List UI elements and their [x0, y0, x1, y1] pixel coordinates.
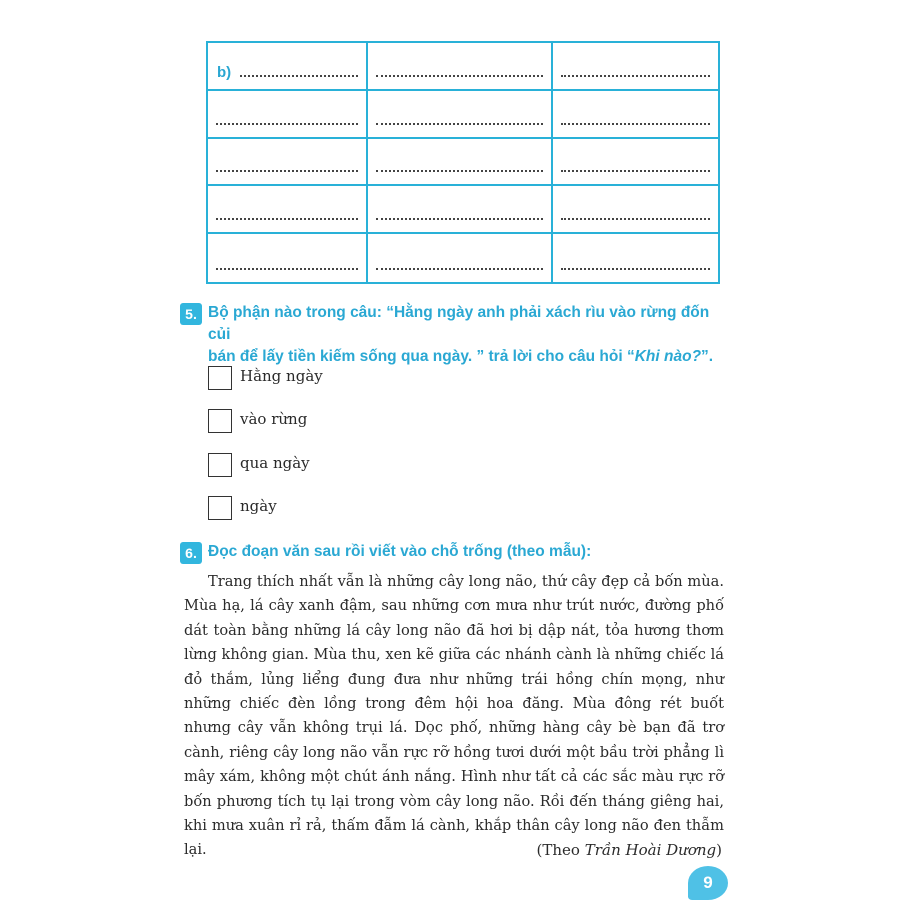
reading-passage	[184, 570, 724, 863]
dotted-line	[216, 170, 358, 172]
dotted-line	[376, 75, 543, 77]
question-5-number: 5.	[180, 303, 202, 325]
table-cell[interactable]	[368, 139, 553, 187]
dotted-line	[561, 75, 710, 77]
table-cell[interactable]	[208, 234, 368, 282]
table-cell[interactable]	[553, 43, 718, 91]
question-5-line2-b: ”.	[701, 348, 714, 365]
option-label: qua ngày	[240, 454, 310, 472]
checkbox[interactable]	[208, 366, 232, 390]
table-label-b: b)	[217, 63, 232, 81]
question-6-text: Đọc đoạn văn sau rồi viết vào chỗ trống (theo mẫu):	[208, 543, 592, 560]
checkbox[interactable]	[208, 453, 232, 477]
question-5-keyword: Khi nào?	[634, 348, 702, 365]
dotted-line	[376, 170, 543, 172]
dotted-line	[216, 268, 358, 270]
question-6-number: 6.	[180, 542, 202, 564]
table-cell[interactable]	[368, 234, 553, 282]
dotted-line	[216, 218, 358, 220]
dotted-line	[561, 268, 710, 270]
table-cell[interactable]	[368, 186, 553, 234]
dotted-line	[216, 123, 358, 125]
table-cell[interactable]	[368, 91, 553, 139]
table-cell[interactable]	[553, 91, 718, 139]
checkbox[interactable]	[208, 496, 232, 520]
table-cell[interactable]	[208, 186, 368, 234]
answer-table	[206, 41, 720, 284]
option-label: vào rừng	[240, 410, 308, 428]
option-label: Hằng ngày	[240, 367, 323, 385]
dotted-line	[376, 268, 543, 270]
question-5-text	[208, 302, 728, 368]
dotted-line	[240, 75, 358, 77]
question-5-line2-a: bán để lấy tiền kiếm sống qua ngày. ” trả lời cho câu hỏi “	[208, 348, 635, 365]
source-prefix: (Theo	[536, 841, 585, 859]
passage-paragraph: Trang thích nhất vẫn là những cây long não, thứ cây đẹp cả bốn mùa. Mùa hạ, lá cây xanh đậm, sau những cơn mưa như trút nước, đường phố dát toàn bằng những lá cây long não đã hơi bị dập nát, tỏa hương thơm lừng không gian. Mùa thu, xen kẽ giữa các nhánh cành là những chiếc lá đỏ thắm, lủng liểng đung đưa như những trái hồng chín mọng, như những chiếc đèn lồng trong đêm hội hoa đăng. Mùa đông rét buốt nhưng cây vẫn không trụi lá. Dọc phố, những hàng cây bè bạn đã trơ cành, riêng cây long não vẫn rực rỡ hồng tươi dưới một bầu trời phẳng lì mây xám, không một chút ánh nắng. Hình như tất cả các sắc màu rực rỡ bốn phương tích tụ lại trong vòm cây long não. Rồi đến tháng giêng hai, khi mưa xuân rỉ rả, thấm đẫm lá cành, khắp thân cây long não đen thẫm lại.	[184, 573, 724, 859]
dotted-line	[376, 218, 543, 220]
table-cell[interactable]	[553, 139, 718, 187]
dotted-line	[561, 123, 710, 125]
question-5-line2	[208, 346, 728, 368]
table-cell[interactable]	[208, 91, 368, 139]
source-author: Trần Hoài Dương	[584, 841, 717, 859]
table-cell[interactable]	[553, 186, 718, 234]
page-number-badge: 9	[688, 866, 728, 900]
source-suffix: )	[716, 841, 722, 859]
table-cell[interactable]	[553, 234, 718, 282]
dotted-line	[376, 123, 543, 125]
dotted-line	[561, 218, 710, 220]
passage-source	[537, 841, 722, 859]
checkbox[interactable]	[208, 409, 232, 433]
table-cell[interactable]	[208, 139, 368, 187]
option-label: ngày	[240, 497, 277, 515]
dotted-line	[561, 170, 710, 172]
table-cell[interactable]	[208, 43, 368, 91]
table-cell[interactable]	[368, 43, 553, 91]
margin-left	[0, 0, 143, 900]
question-5-line1: Bộ phận nào trong câu: “Hằng ngày anh phải xách rìu vào rừng đốn củi	[208, 304, 710, 343]
